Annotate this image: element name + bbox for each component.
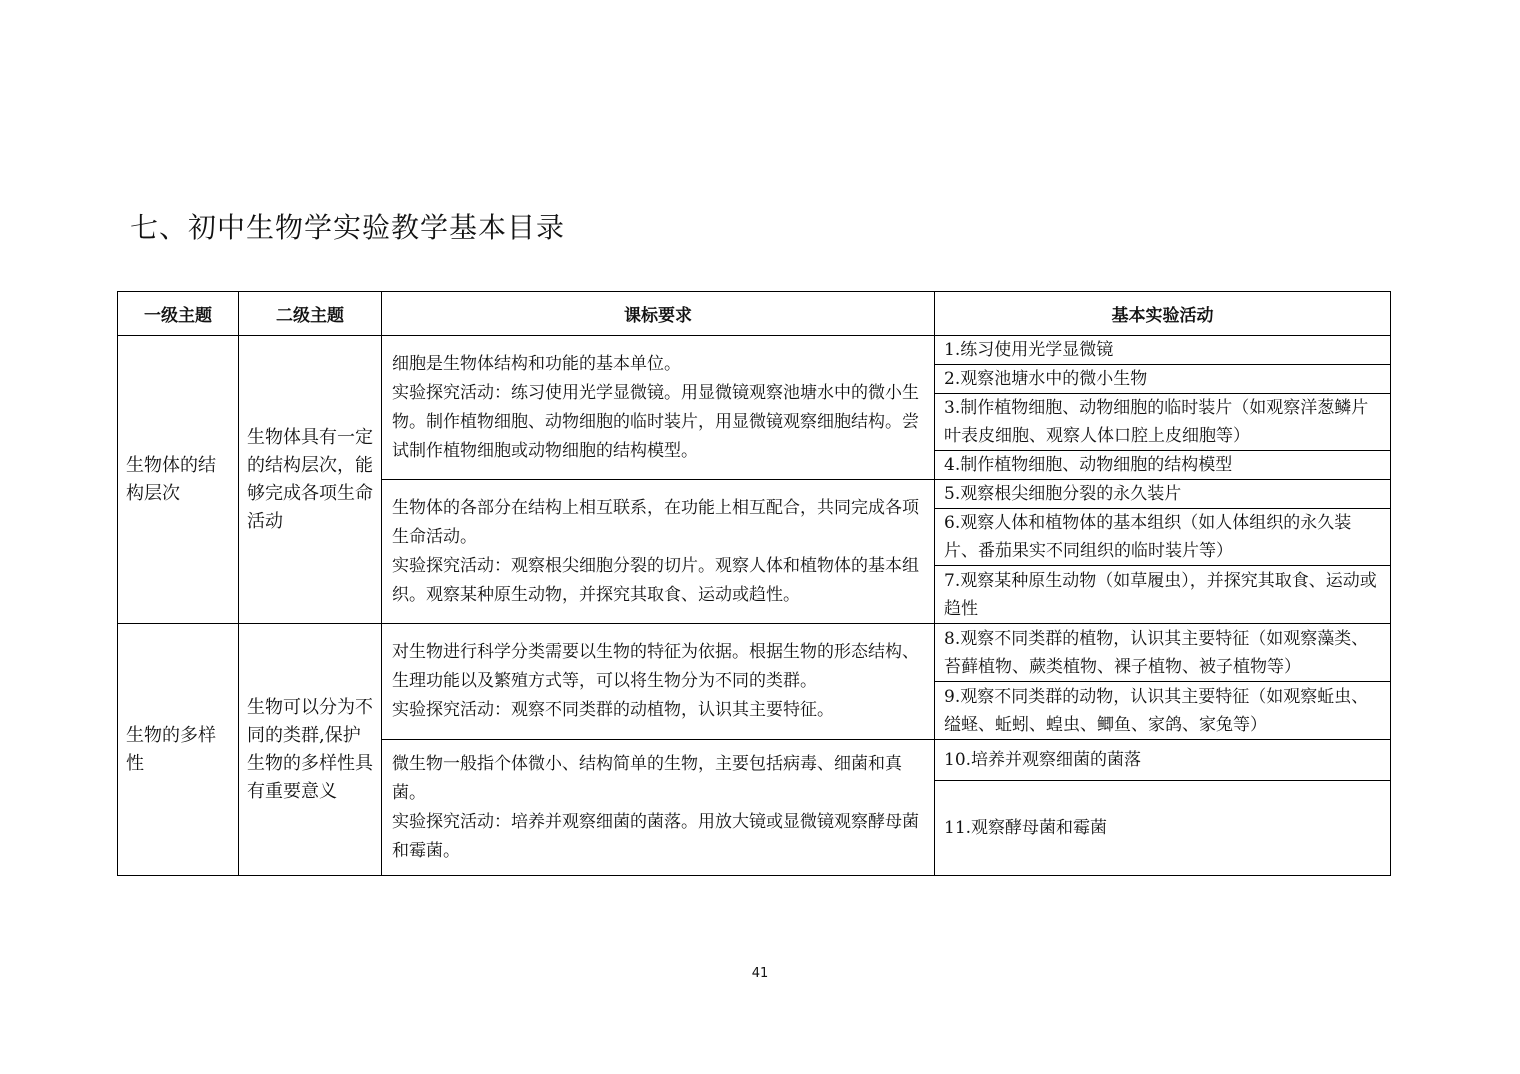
requirement-cell <box>382 336 935 480</box>
requirement-activity-text: 实验探究活动：培养并观察细菌的菌落。用放大镜或显微镜观察酵母菌和霉菌。 <box>392 811 919 861</box>
requirement-text: 生物体的各部分在结构上相互联系，在功能上相互配合，共同完成各项生命活动。 <box>392 497 919 547</box>
activity-cell: 3.制作植物细胞、动物细胞的临时装片（如观察洋葱鳞片叶表皮细胞、观察人体口腔上皮细胞等） <box>935 394 1391 451</box>
activity-cell: 6.观察人体和植物体的基本组织（如人体组织的永久装片、番茄果实不同组织的临时装片等） <box>935 509 1391 566</box>
table-row <box>118 624 1391 682</box>
requirement-cell <box>382 740 935 876</box>
activity-cell: 7.观察某种原生动物（如草履虫），并探究其取食、运动或趋性 <box>935 566 1391 624</box>
requirement-text: 细胞是生物体结构和功能的基本单位。 <box>392 353 681 374</box>
page-number: 41 <box>751 966 769 981</box>
requirement-activity-text: 实验探究活动：练习使用光学显微镜。用显微镜观察池塘水中的微小生物。制作植物细胞、动物细胞的临时装片，用显微镜观察细胞结构。尝试制作植物细胞或动物细胞的结构模型。 <box>392 382 919 461</box>
level1-cell: 生物的多样性 <box>118 624 239 876</box>
level2-cell: 生物体具有一定的结构层次，能够完成各项生命活动 <box>239 336 382 624</box>
activity-cell: 2.观察池塘水中的微小生物 <box>935 365 1391 394</box>
header-level2: 二级主题 <box>239 292 382 336</box>
experiment-table <box>117 291 1391 876</box>
requirement-text: 微生物一般指个体微小、结构简单的生物，主要包括病毒、细菌和真菌。 <box>392 753 902 803</box>
requirement-activity-text: 实验探究活动：观察不同类群的动植物，认识其主要特征。 <box>392 700 834 720</box>
page-title: 七、初中生物学实验教学基本目录 <box>130 211 566 244</box>
activity-cell: 8.观察不同类群的植物，认识其主要特征（如观察藻类、苔藓植物、蕨类植物、裸子植物、被子植物等） <box>935 624 1391 682</box>
activity-cell: 4.制作植物细胞、动物细胞的结构模型 <box>935 451 1391 480</box>
header-level1: 一级主题 <box>118 292 239 336</box>
table-header-row <box>118 292 1391 336</box>
table-row <box>118 336 1391 365</box>
activity-cell: 11.观察酵母菌和霉菌 <box>935 781 1391 876</box>
requirement-cell <box>382 624 935 740</box>
activity-cell: 9.观察不同类群的动物，认识其主要特征（如观察蚯虫、缢蛏、蚯蚓、蝗虫、鲫鱼、家鸽、家兔等） <box>935 682 1391 740</box>
header-activity: 基本实验活动 <box>935 292 1391 336</box>
activity-cell: 10.培养并观察细菌的菌落 <box>935 740 1391 781</box>
activity-cell: 1.练习使用光学显微镜 <box>935 336 1391 365</box>
requirement-cell <box>382 480 935 624</box>
level2-cell: 生物可以分为不同的类群,保护生物的多样性具有重要意义 <box>239 624 382 876</box>
activity-cell: 5.观察根尖细胞分裂的永久装片 <box>935 480 1391 509</box>
level1-cell: 生物体的结构层次 <box>118 336 239 624</box>
requirement-text: 对生物进行科学分类需要以生物的特征为依据。根据生物的形态结构、生理功能以及繁殖方式等，可以将生物分为不同的类群。 <box>392 642 919 691</box>
requirement-activity-text: 实验探究活动：观察根尖细胞分裂的切片。观察人体和植物体的基本组织。观察某种原生动物，并探究其取食、运动或趋性。 <box>392 555 919 605</box>
header-requirement: 课标要求 <box>382 292 935 336</box>
